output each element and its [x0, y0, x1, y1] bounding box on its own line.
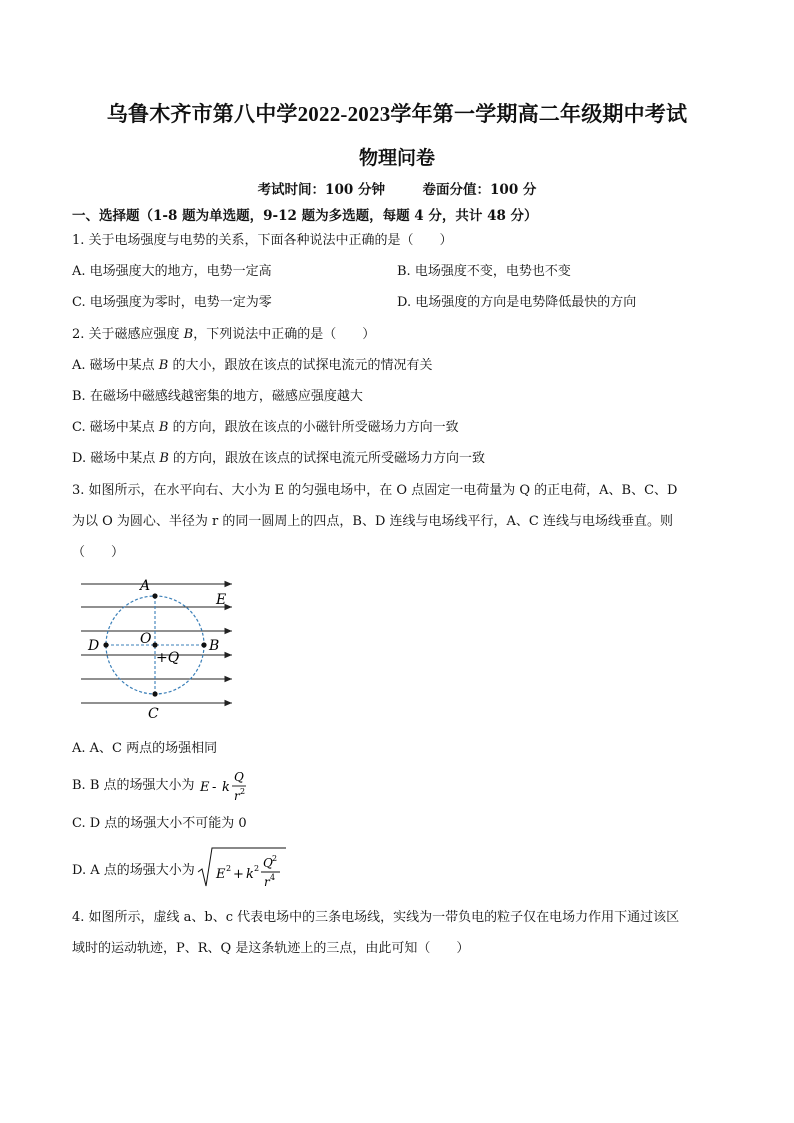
label-a: A	[140, 578, 151, 594]
q3-stem-line3: （ ）	[72, 545, 125, 560]
point-d-dot	[103, 642, 108, 647]
q3-figure	[76, 572, 246, 724]
label-c: C	[148, 706, 159, 722]
label-q: +Q	[156, 650, 180, 666]
q4-stem-line1: 4. 如图所示，虚线 a、b、c 代表电场中的三条电场线，实线为一带负电的粒子仅在电场力作用下通过该区	[72, 910, 680, 925]
q3-option-c: C. D 点的场强大小不可能为 0	[72, 816, 247, 831]
q4-stem-line2: 域时的运动轨迹，P、R、Q 是这条轨迹上的三点，由此可知（ ）	[72, 941, 470, 956]
q3-formula-b	[198, 764, 258, 806]
svg-text:2: 2	[272, 854, 278, 863]
q2-option-d: D. 磁场中某点 B 的方向，跟放在该点的试探电流元所受磁场力方向一致	[72, 451, 486, 466]
q3-option-b: B. B 点的场强大小为	[72, 778, 195, 793]
q1-option-a: A. 电场强度大的地方，电势一定高	[72, 264, 272, 279]
q3-option-a: A. A、C 两点的场强相同	[72, 741, 218, 756]
svg-text:+: +	[233, 867, 244, 882]
svg-text:E: E	[200, 780, 210, 795]
q2-stem: 2. 关于磁感应强度 B，下列说法中正确的是（ ）	[72, 327, 376, 342]
exam-title: 乌鲁木齐市第八中学2022-2023学年第一学期高二年级期中考试	[106, 102, 688, 126]
svg-text:r: r	[264, 875, 270, 889]
label-d: D	[88, 638, 100, 654]
label-o: O	[140, 631, 152, 647]
svg-text:Q: Q	[263, 856, 273, 870]
point-c-dot	[152, 691, 157, 696]
q2-option-a: A. 磁场中某点 B 的大小，跟放在该点的试探电流元的情况有关	[72, 358, 433, 373]
q3-stem-line1: 3. 如图所示，在水平向右、大小为 E 的匀强电场中，在 O 点固定一电荷量为 Q 的正电荷，A、B、C、D	[72, 483, 678, 498]
exam-subtitle: 物理问卷	[358, 147, 435, 169]
svg-text:k: k	[222, 780, 230, 795]
q1-option-b: B. 电场强度不变，电势也不变	[397, 264, 571, 279]
q1-stem: 1. 关于电场强度与电势的关系，下面各种说法中正确的是（ ）	[72, 233, 453, 248]
q3-formula-d	[196, 842, 296, 894]
label-b: B	[209, 638, 220, 654]
svg-text:4: 4	[270, 873, 276, 882]
point-o-dot	[152, 642, 157, 647]
exam-info: 考试时间：100 分钟 卷面分值：100 分	[257, 182, 537, 198]
svg-text:2: 2	[240, 787, 246, 796]
q3-option-d: D. A 点的场强大小为	[72, 863, 195, 878]
svg-text:-: -	[212, 780, 217, 795]
point-a-dot	[152, 593, 157, 598]
svg-text:2: 2	[226, 864, 232, 873]
q1-option-d: D. 电场强度的方向是电势降低最快的方向	[397, 295, 637, 310]
section-heading: 一、选择题（1-8 题为单选题，9-12 题为多选题，每题 4 分，共计 48 分）	[72, 208, 538, 224]
svg-text:2: 2	[254, 864, 260, 873]
label-e: E	[216, 592, 227, 608]
svg-text:E: E	[216, 867, 226, 882]
q2-option-b: B. 在磁场中磁感线越密集的地方，磁感应强度越大	[72, 389, 363, 404]
q3-stem-line2: 为以 O 为圆心、半径为 r 的同一圆周上的四点，B、D 连线与电场线平行，A、C 连线与电场线垂直。则	[72, 514, 673, 529]
q2-option-c: C. 磁场中某点 B 的方向，跟放在该点的小磁针所受磁场力方向一致	[72, 420, 459, 435]
svg-text:r: r	[234, 789, 240, 803]
svg-text:Q: Q	[234, 770, 244, 784]
point-b-dot	[201, 642, 206, 647]
q1-option-c: C. 电场强度为零时，电势一定为零	[72, 295, 272, 310]
svg-text:k: k	[246, 867, 254, 882]
